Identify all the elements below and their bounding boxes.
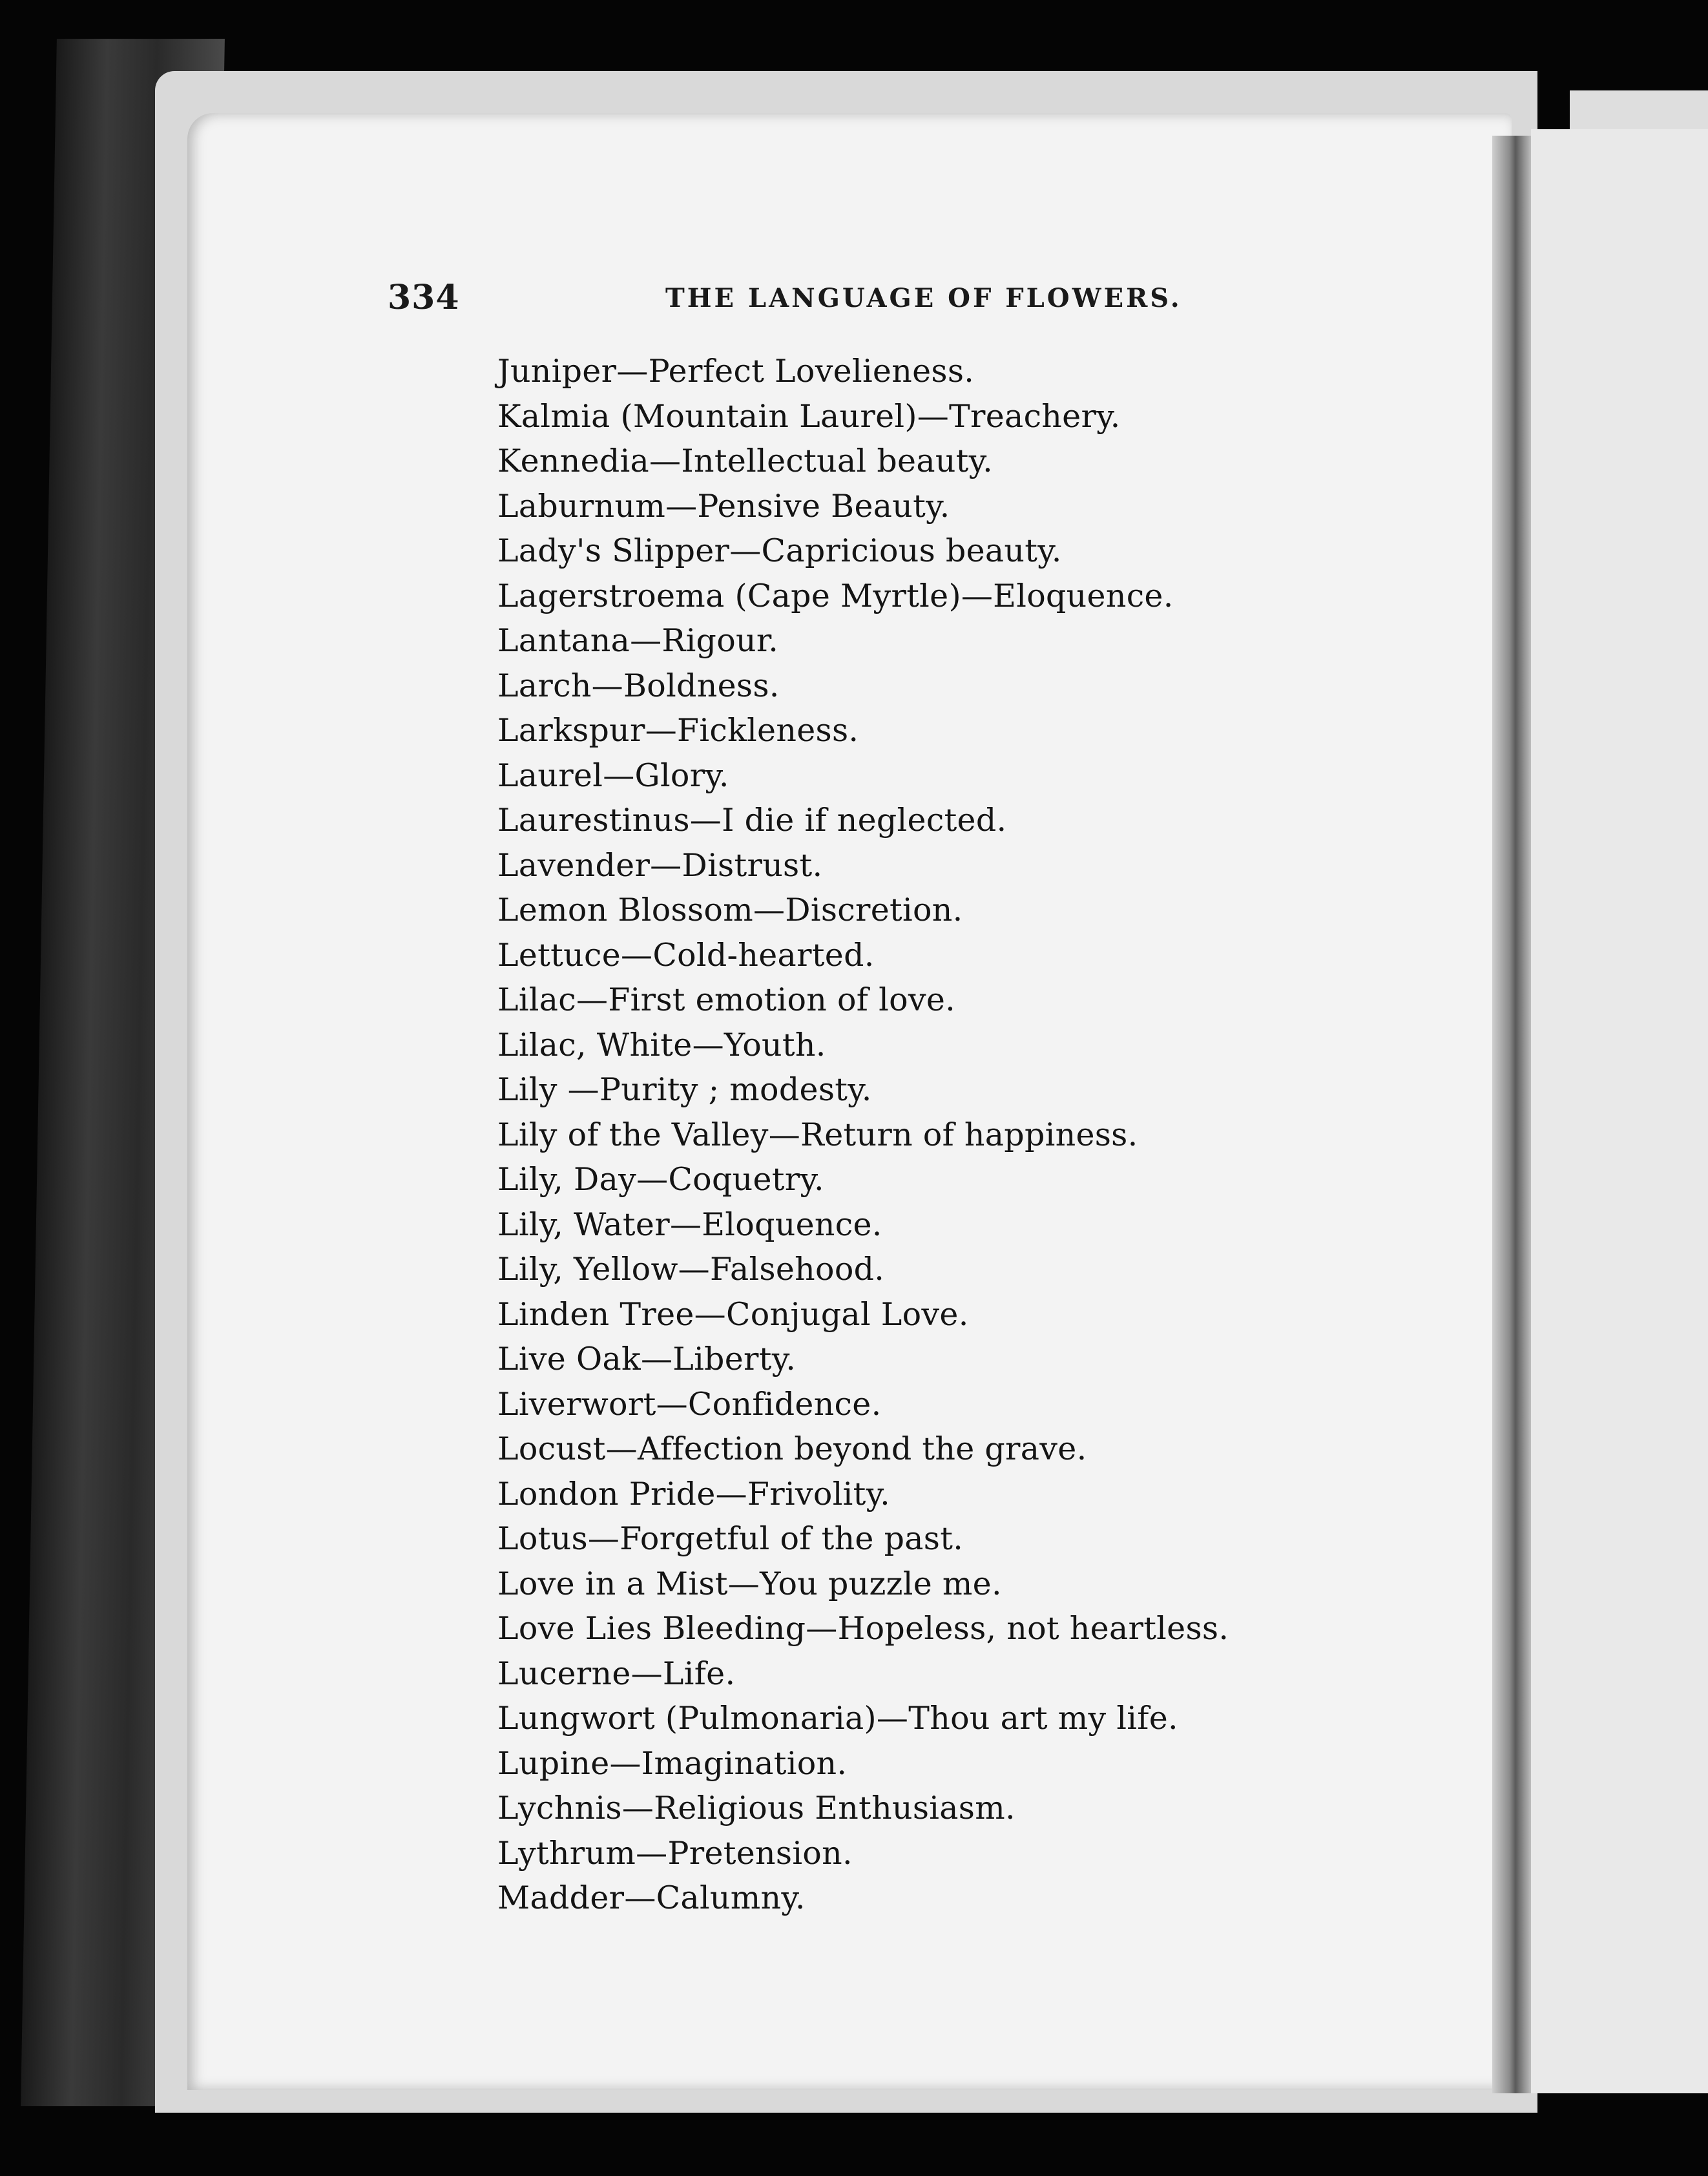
running-head bbox=[388, 278, 1421, 323]
flower-entry: Juniper—Perfect Lovelieness. bbox=[497, 353, 975, 390]
flower-entry: Laurel—Glory. bbox=[497, 757, 729, 794]
flower-entry: Lady's Slipper—Capricious beauty. bbox=[497, 532, 1062, 569]
facing-page bbox=[1531, 129, 1708, 2093]
flower-entry: Lettuce—Cold-hearted. bbox=[497, 936, 875, 974]
flower-entry: London Pride—Frivolity. bbox=[497, 1475, 890, 1512]
flower-entry: Lemon Blossom—Discretion. bbox=[497, 892, 963, 928]
flower-entry: Lily of the Valley—Return of happiness. bbox=[497, 1116, 1138, 1153]
flower-entry: Lotus—Forgetful of the past. bbox=[497, 1520, 964, 1557]
flower-entry: Madder—Calumny. bbox=[497, 1879, 806, 1916]
flower-entry: Live Oak—Liberty. bbox=[497, 1341, 797, 1377]
flower-entry: Lavender—Distrust. bbox=[497, 846, 823, 884]
flower-entry: Kennedia—Intellectual beauty. bbox=[497, 443, 994, 479]
page-title: THE LANGUAGE OF FLOWERS. bbox=[665, 283, 1182, 313]
flower-entry: Laburnum—Pensive Beauty. bbox=[497, 487, 950, 525]
flower-entry: Lythrum—Pretension. bbox=[497, 1834, 853, 1872]
page-number: 334 bbox=[388, 278, 460, 317]
flower-entry: Love in a Mist—You puzzle me. bbox=[497, 1565, 1002, 1602]
flower-entry: Larkspur—Fickleness. bbox=[497, 712, 859, 749]
flower-entry: Lily —Purity ; modesty. bbox=[497, 1071, 872, 1108]
flower-entry: Love Lies Bleeding—Hopeless, not heartless. bbox=[497, 1610, 1229, 1647]
flower-entry: Locust—Affection beyond the grave. bbox=[497, 1430, 1087, 1467]
flower-entry: Lilac—First emotion of love. bbox=[497, 981, 956, 1018]
flower-meaning-list bbox=[497, 349, 1402, 1921]
flower-entry: Lily, Day—Coquetry. bbox=[497, 1161, 824, 1198]
flower-entry: Lychnis—Religious Enthusiasm. bbox=[497, 1790, 1015, 1826]
flower-entry: Lagerstroema (Cape Myrtle)—Eloquence. bbox=[497, 577, 1174, 614]
flower-entry: Liverwort—Confidence. bbox=[497, 1385, 882, 1423]
flower-entry: Larch—Boldness. bbox=[497, 667, 780, 704]
flower-entry: Lucerne—Life. bbox=[497, 1655, 736, 1692]
flower-entry: Lily, Yellow—Falsehood. bbox=[497, 1251, 885, 1288]
flower-entry: Laurestinus—I die if neglected. bbox=[497, 802, 1007, 839]
flower-entry: Linden Tree—Conjugal Love. bbox=[497, 1295, 969, 1333]
page-gutter bbox=[1492, 136, 1531, 2093]
flower-entry: Lungwort (Pulmonaria)—Thou art my life. bbox=[497, 1700, 1178, 1737]
flower-entry: Kalmia (Mountain Laurel)—Treachery. bbox=[497, 397, 1121, 435]
flower-entry: Lupine—Imagination. bbox=[497, 1744, 848, 1782]
flower-entry: Lilac, White—Youth. bbox=[497, 1026, 826, 1063]
flower-entry: Lily, Water—Eloquence. bbox=[497, 1206, 882, 1243]
flower-entry: Lantana—Rigour. bbox=[497, 622, 779, 659]
